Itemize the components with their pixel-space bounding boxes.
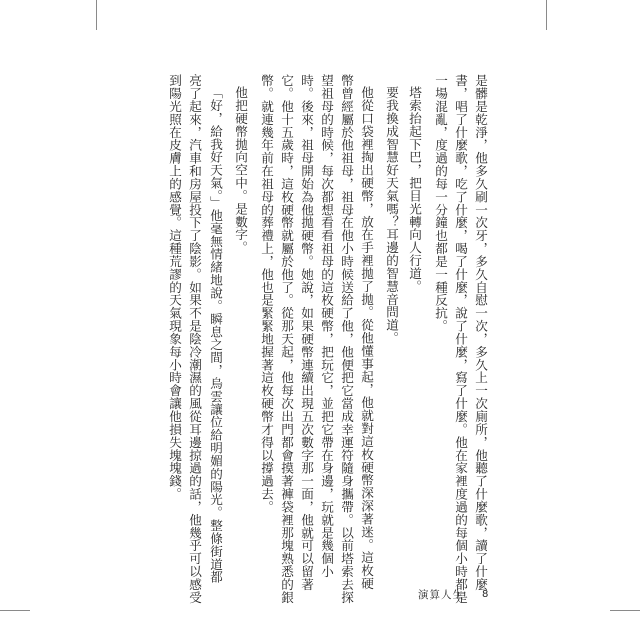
running-title: 演算人生	[418, 589, 464, 601]
text-column: 幣曾經屬於他祖母，祖母在他小時候送給了他，他便把它當成幸運符隨身攜帶。以前塔索去探	[339, 74, 354, 604]
text-column: 望祖母的時候，每次都想看看祖母的這枚硬幣，把玩它，並把它帶在身邊，玩就是幾個小	[319, 74, 334, 578]
crop-mark-bottom-left	[0, 610, 30, 611]
crop-mark-right	[546, 0, 547, 30]
text-column: 時。後來，祖母開始為他拋硬幣。她說，如果硬幣連續出現五次數字那一面，他就可以留著	[299, 74, 314, 591]
text-column: 是髒是乾淨，他多久刷一次牙，多久自慰一次，多久上一次廁所，他聽了什麼歌，讀了什麼	[473, 74, 488, 591]
page-footer	[418, 587, 488, 602]
text-column: 書，唱了什麼歌，吃了什麼，喝了什麼，說了什麼，寫了什麼。他在家裡度過的每個小時都是	[453, 74, 468, 604]
text-column: 一場混亂，度過的每一分鐘也都是一種反抗。	[433, 74, 448, 333]
crop-mark-left	[96, 0, 97, 30]
text-column: 要我換成智慧好天氣嗎？耳邊的智慧音問道。	[384, 86, 399, 345]
crop-mark-bottom-right	[610, 610, 640, 611]
text-column: 他把硬幣拋向空中。是數字。	[233, 86, 248, 254]
text-column: 亮了起來，汽車和房屋投下了陰影。如果不是陰冷潮濕的風從耳邊掠過的話，他幾乎可以感受	[187, 74, 202, 604]
text-column: 幣。就連幾年前在祖母的葬禮上，他也是緊緊地握著這枚硬幣才得以撐過去。	[259, 74, 274, 514]
text-column: 「好，給我好天氣。」他毫無情緒地說。瞬息之間，烏雲讓位給明媚的陽光。整條街道都	[208, 86, 223, 584]
text-column: 他從口袋裡掏出硬幣，放在手裡拋了拋。從他懂事起，他就對這枚硬幣深深著迷。這枚硬	[359, 86, 374, 590]
page-number: 8	[482, 589, 489, 600]
text-column: 塔索抬起下巴，把目光轉向人行道。	[407, 86, 422, 293]
text-column: 到陽光照在皮膚上的感覺。這種荒謬的天氣現象每小時會讓他損失塊塊錢。	[167, 74, 182, 501]
text-column: 它。他十五歲時，這枚硬幣就屬於他了。從那天起，他每次出門都會摸著褲袋裡那塊熟悉的銀	[279, 74, 294, 604]
